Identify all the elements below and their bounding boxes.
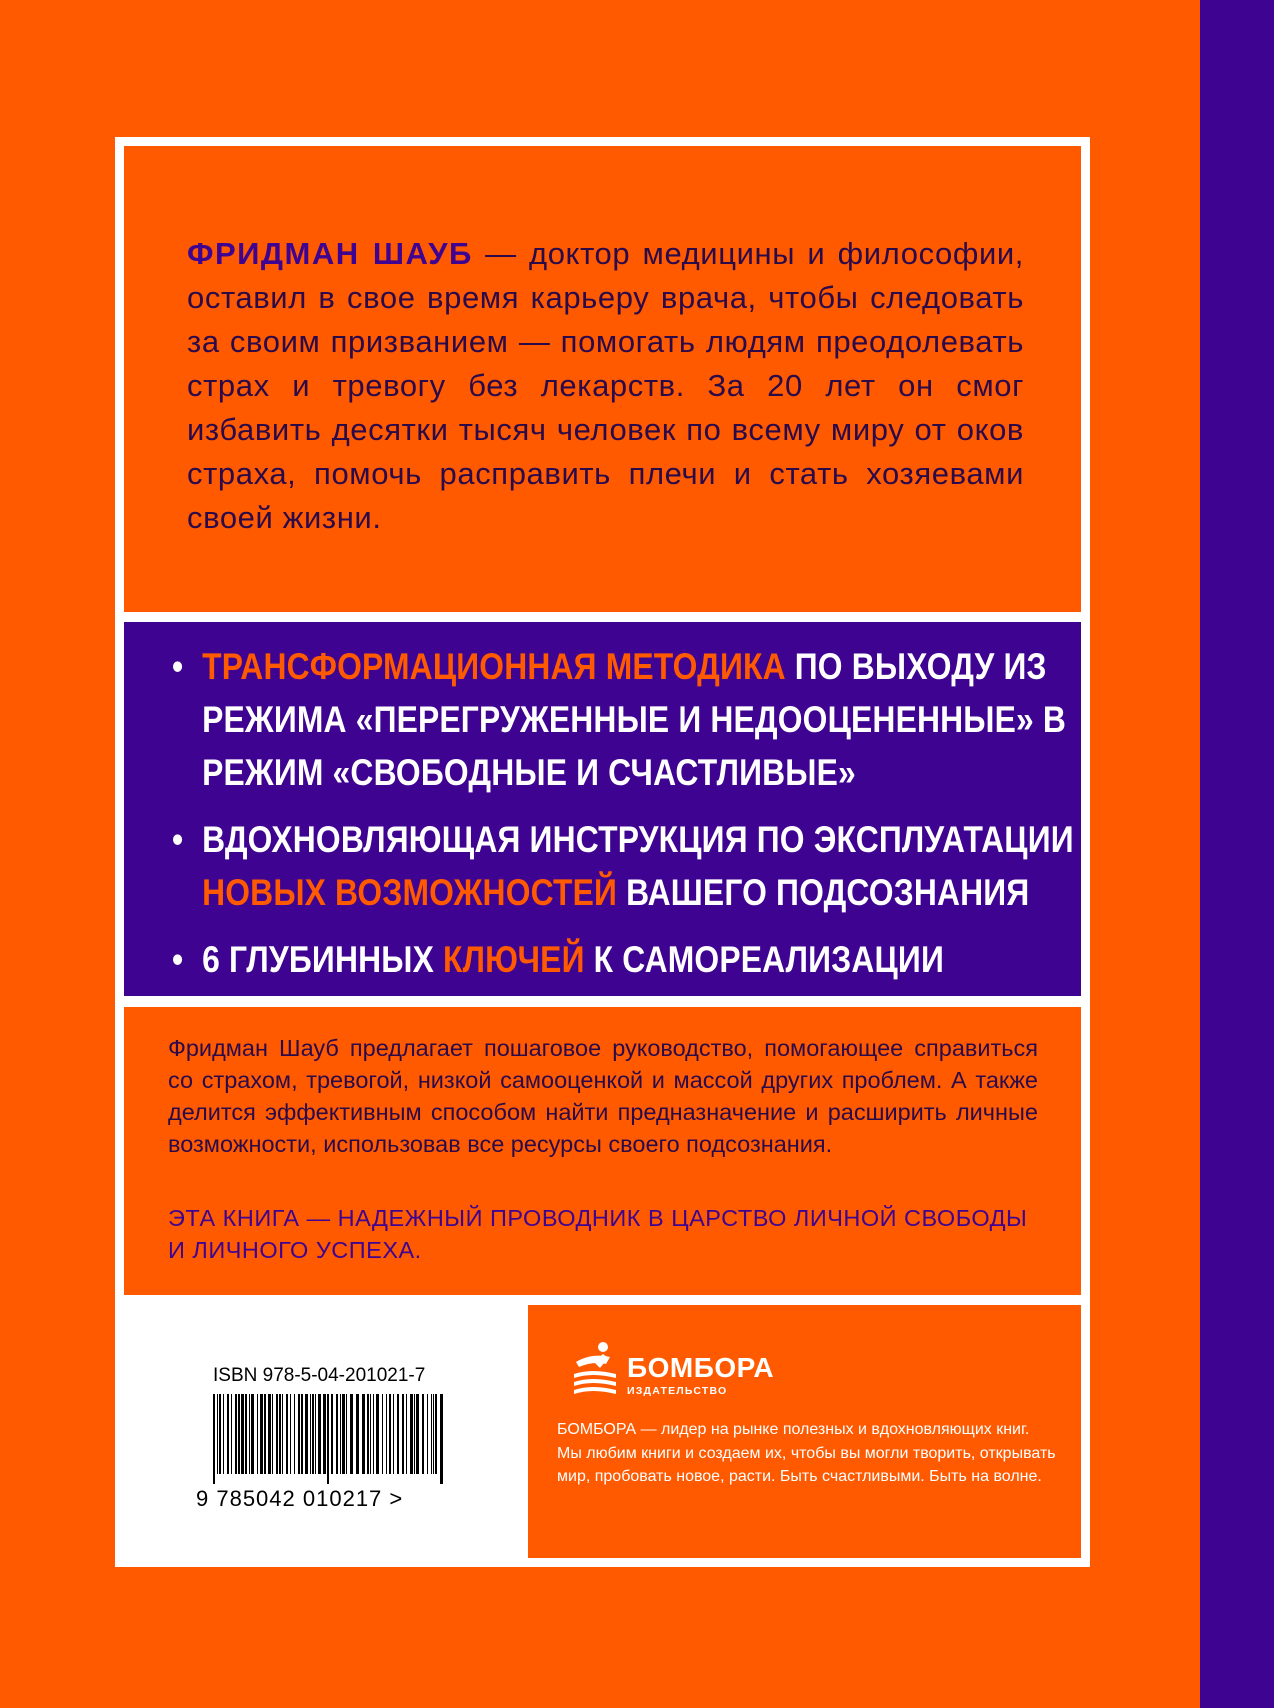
book-spine <box>1200 0 1274 1708</box>
barcode-bar <box>272 1394 273 1474</box>
barcode-bar <box>435 1394 437 1474</box>
barcode-bar <box>376 1394 379 1474</box>
barcode-bar <box>238 1394 240 1474</box>
feature-item-keys <box>172 933 1079 986</box>
barcode-bar <box>318 1394 321 1474</box>
barcode-bar <box>440 1394 443 1484</box>
barcode-digits: 9 785042 010217 > <box>196 1486 404 1511</box>
isbn-label: ISBN 978-5-04-201021-7 <box>213 1365 426 1386</box>
barcode-bar <box>227 1394 229 1474</box>
barcode-bar <box>346 1394 347 1474</box>
barcode-bar <box>402 1394 404 1474</box>
barcode-bar <box>217 1394 218 1474</box>
barcode-bar <box>249 1394 250 1474</box>
barcode-bar <box>310 1394 311 1474</box>
bullet-dot: • <box>172 646 184 687</box>
barcode-bar <box>257 1394 258 1474</box>
barcode-bar <box>422 1394 424 1474</box>
barcode-bar <box>342 1394 345 1474</box>
barcode-bar <box>370 1394 371 1474</box>
barcode-bar <box>336 1394 338 1474</box>
feature-text: 6 ГЛУБИННЫХ <box>202 939 443 980</box>
barcode-bar <box>410 1394 413 1474</box>
barcode-bar <box>315 1394 316 1474</box>
barcode-bar <box>245 1394 247 1474</box>
barcode-bar <box>286 1394 288 1474</box>
book-tagline: ЭТА КНИГА — НАДЕЖНЫЙ ПРОВОДНИК В ЦАРСТВО ЛИЧНОЙ СВОБОДЫ И ЛИЧНОГО УСПЕХА. <box>168 1205 1028 1263</box>
feature-item-method <box>172 640 1079 799</box>
barcode-bar <box>276 1394 278 1474</box>
barcode-bar <box>397 1394 399 1474</box>
barcode-bar <box>294 1394 295 1474</box>
barcode-bar <box>282 1394 283 1474</box>
barcode-bar <box>290 1394 291 1474</box>
barcode-bar <box>416 1394 419 1474</box>
barcode-bar <box>433 1394 434 1474</box>
barcode-bar <box>431 1394 432 1474</box>
barcode-bar <box>340 1394 341 1474</box>
barcode-bar <box>427 1394 428 1474</box>
feature-highlight: КЛЮЧЕЙ <box>442 939 585 980</box>
barcode-bar <box>393 1394 394 1474</box>
barcode-bar <box>241 1394 244 1474</box>
barcode-bar <box>362 1394 365 1474</box>
barcode-bar <box>219 1394 221 1474</box>
barcode-bar <box>312 1394 314 1474</box>
feature-text: К САМОРЕАЛИЗАЦИИ <box>584 939 944 980</box>
feature-text: ВДОХНОВЛЯЮЩАЯ ИНСТРУКЦИЯ ПО ЭКСПЛУАТАЦИИ <box>202 819 1074 860</box>
book-description: Фридман Шауб предлагает пошаговое руководство, помогающее справиться со страхом, тревогой, низкой самооценкой и массой других проблем. А также делится эффективным способом найти предназначение и расширить личные возможности, использовав все ресурсы своего подсознания. <box>168 1035 1038 1157</box>
barcode-bar <box>223 1394 224 1474</box>
barcode-bar <box>231 1394 232 1474</box>
feature-highlight: НОВЫХ ВОЗМОЖНОСТЕЙ <box>202 872 618 913</box>
publisher-blurb: БОМБОРА — лидер на рынке полезных и вдохновляющих книг. Мы любим книги и создаем их, чтобы вы могли творить, открывать мир, пробовать новое, расти. Быть счастливыми. Быть на волне. <box>557 1421 1056 1485</box>
barcode-bar <box>298 1394 300 1474</box>
barcode <box>213 1394 445 1484</box>
barcode-bar <box>301 1394 303 1474</box>
barcode-bar <box>268 1394 271 1474</box>
barcode-bar <box>279 1394 281 1474</box>
barcode-bar <box>373 1394 374 1474</box>
publisher-logo-subtitle: ИЗДАТЕЛЬСТВО <box>627 1385 728 1397</box>
barcode-bar <box>350 1394 353 1474</box>
feature-text: ВАШЕГО ПОДСОЗНАНИЯ <box>617 872 1030 913</box>
reader-on-book-icon <box>570 1340 622 1398</box>
author-name: ФРИДМАН ШАУБ <box>187 236 473 271</box>
barcode-bar <box>327 1394 329 1484</box>
barcode-bar <box>382 1394 383 1474</box>
barcode-bar <box>251 1394 254 1474</box>
publisher-logo-name: БОМБОРА <box>627 1352 775 1383</box>
author-bio <box>187 232 1024 540</box>
feature-highlight: ТРАНСФОРМАЦИОННАЯ МЕТОДИКА <box>202 646 786 687</box>
feature-list <box>172 640 1074 1000</box>
bullet-dot: • <box>172 819 184 860</box>
barcode-bar <box>367 1394 369 1474</box>
author-bio-text: — доктор медицины и философии, оставил в свое время карьеру врача, чтобы следовать за своим призванием — помогать людям преодолевать страх и тревогу без лекарств. За 20 лет он смог избавить десятки тысяч человек по всему миру от оков страха, помочь расправить плечи и стать хозяевами своей жизни. <box>187 236 1025 535</box>
barcode-bar <box>386 1394 387 1474</box>
barcode-bar <box>323 1394 326 1474</box>
barcode-bar <box>264 1394 266 1474</box>
barcode-bar <box>389 1394 391 1474</box>
barcode-bar <box>260 1394 263 1474</box>
feature-item-instruction <box>172 813 1079 919</box>
barcode-bar <box>331 1394 333 1474</box>
feature-text: ПО ВЫХОДУ ИЗ РЕЖИМА «ПЕРЕГРУЖЕННЫЕ И НЕДООЦЕНЕННЫЕ» В РЕЖИМ «СВОБОДНЫЕ И СЧАСТЛИВЫЕ» <box>202 646 1067 793</box>
bullet-dot: • <box>172 939 184 980</box>
barcode-bar <box>213 1394 215 1484</box>
barcode-bar <box>235 1394 237 1474</box>
barcode-bar <box>356 1394 359 1474</box>
barcode-bar <box>406 1394 407 1474</box>
barcode-bar <box>305 1394 308 1474</box>
barcode-bar <box>414 1394 415 1474</box>
